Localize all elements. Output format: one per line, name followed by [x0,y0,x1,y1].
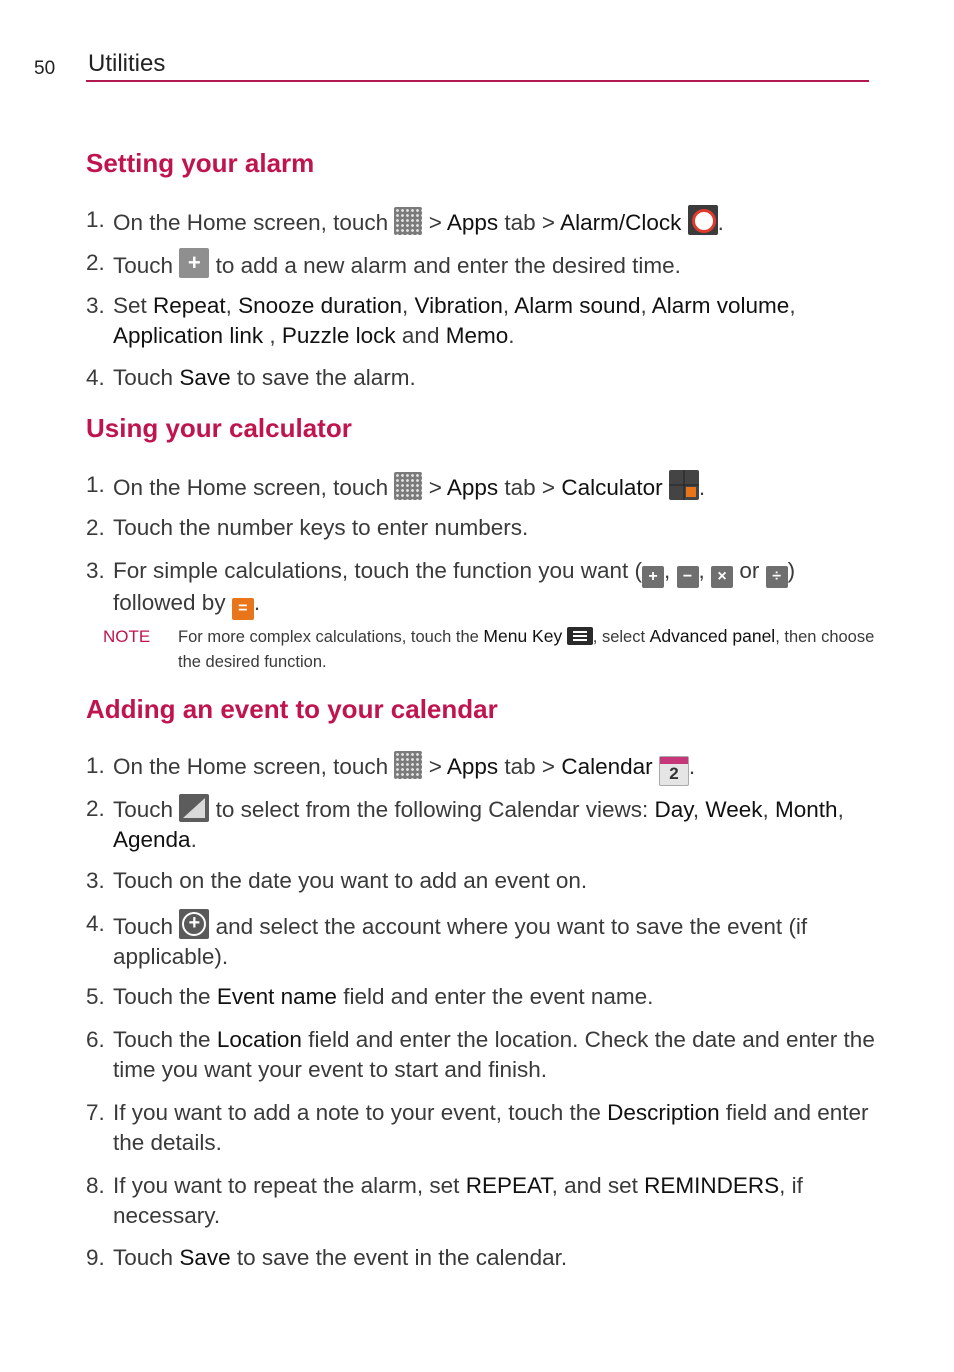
step-text: to save the alarm. [236,365,416,390]
step-text: Touch [113,914,174,939]
equals-icon: = [232,598,254,620]
cal-step-4 [86,909,876,972]
step-text: , if necessary. [113,1173,803,1228]
view-month: Month [775,797,838,822]
option-memo: Memo [445,323,509,348]
step-number: 7. [86,1100,105,1125]
note-text: , then choose the desired function. [178,628,875,671]
step-number: 1. [86,207,105,232]
step-text: and [401,323,440,348]
step-text: tab > [504,475,556,500]
reminders-label: REMINDERS [644,1173,780,1198]
step-number: 8. [86,1173,105,1198]
option-vibration: Vibration [414,293,503,318]
step-text: field and enter the details. [113,1100,869,1155]
apps-label: Apps [446,754,499,779]
apps-label: Apps [446,475,499,500]
step-text: followed by [113,590,226,615]
step-text: For simple calculations, touch the function you want ( [113,558,643,583]
location-label: Location [216,1027,302,1052]
step-text: Set [113,293,147,318]
cal-step-9 [86,1243,876,1273]
step-text: and select the account where you want to save the event (if applicable). [113,914,808,969]
cal-step-6 [86,1025,876,1085]
period: . [253,590,261,615]
cal-step-7 [86,1098,876,1158]
period: . [688,754,696,779]
separator: > [428,475,442,500]
step-number: 1. [86,753,105,778]
calc-step-3: 3. For simple calculations, touch the function you want ( + , − , × or ÷ ) followed by = . [86,556,876,620]
option-alarm-volume: Alarm volume [651,293,790,318]
alarm-step-4 [86,363,876,393]
step-text: Touch [113,797,174,822]
alarm-step-3: 3. Set Repeat, Snooze duration, Vibration, Alarm sound, Alarm volume, Application link , Puzzle lock and Memo. [86,293,796,348]
save-label: Save [179,1245,231,1270]
note-text: For more complex calculations, touch the [178,628,479,646]
alarm-step-1 [86,205,876,238]
step-text: Touch the number keys to enter numbers. [113,515,529,540]
calculator-heading: Using your calculator [86,413,352,443]
step-text: Touch the [113,1027,211,1052]
option-repeat: Repeat [153,293,226,318]
period: . [190,827,197,852]
menu-key-label: Menu Key [483,626,563,646]
cal-step-1 [86,751,876,786]
cal-step-2: 2. Touch to select from the following Calendar views: Day, Week, Month, Agenda. [86,796,844,852]
step-number: 3. [86,558,105,583]
app-label: Calculator [561,475,663,500]
step-text: tab > [504,210,556,235]
step-text: Touch on the date you want to add an event on. [113,868,588,893]
step-text: field and enter the location. Check the date and enter the time you want your event to start and finish. [113,1027,875,1082]
step-number: 4. [86,911,105,936]
step-text: Touch [113,1245,174,1270]
event-name-label: Event name [216,984,337,1009]
menu-key-icon [567,627,593,645]
step-text: to add a new alarm and enter the desired time. [215,253,681,278]
advanced-panel-label: Advanced panel [649,626,776,646]
step-number: 1. [86,472,105,497]
step-text: Touch [113,365,174,390]
minus-icon: − [677,566,699,588]
step-number: 4. [86,365,105,390]
step-number: 2. [86,515,105,540]
add-event-icon [179,909,209,939]
period: . [717,210,724,235]
apps-grid-icon [394,472,422,500]
step-text: On the Home screen, touch [113,754,389,779]
step-text: On the Home screen, touch [113,210,389,235]
alarm-heading: Setting your alarm [86,148,315,178]
alarm-clock-icon [688,205,718,235]
step-text: field and enter the event name. [343,984,654,1009]
cal-step-5 [86,982,876,1012]
close-paren: ) [787,558,796,583]
calendar-icon: 2 [659,756,689,786]
step-text: to save the event in the calendar. [236,1245,568,1270]
section-title: Utilities [88,50,166,77]
description-label: Description [607,1100,720,1125]
step-number: 9. [86,1245,105,1270]
view-week: Week [705,797,763,822]
divide-icon: ÷ [766,566,788,588]
add-alarm-icon [179,248,209,278]
option-snooze: Snooze duration [238,293,402,318]
step-number: 3. [86,868,105,893]
step-number: 3. [86,293,105,318]
calc-step-1 [86,470,876,503]
multiply-icon: × [711,566,733,588]
period: . [698,475,706,500]
cal-step-3 [86,866,876,896]
separator: > [428,210,442,235]
view-agenda: Agenda [113,827,191,852]
view-selector-icon [179,794,209,822]
apps-grid-icon [394,207,422,235]
step-text: Touch [113,253,174,278]
note-label: NOTE [103,627,151,646]
calculator-note [86,624,876,675]
repeat-label: REPEAT [465,1173,552,1198]
step-text: If you want to add a note to your event, touch the [113,1100,601,1125]
step-number: 6. [86,1027,105,1052]
apps-label: Apps [446,210,499,235]
note-text: , select [592,628,646,646]
separator: > [428,754,442,779]
option-alarm-sound: Alarm sound [514,293,641,318]
view-day: Day [654,797,693,822]
step-number: 2. [86,796,105,821]
option-puzzle-lock: Puzzle lock [281,323,396,348]
header-rule [86,80,869,82]
step-text: On the Home screen, touch [113,475,389,500]
app-label: Alarm/Clock [560,210,682,235]
step-text: to select from the following Calendar views: [215,797,649,822]
step-text: or [739,558,760,583]
app-label: Calendar [561,754,653,779]
apps-grid-icon [394,751,422,779]
cal-step-8 [86,1171,876,1231]
calculator-icon [669,470,699,500]
page-number: 50 [34,58,56,79]
period: . [508,323,515,348]
plus-icon: + [642,566,664,588]
step-number: 2. [86,250,105,275]
step-text: tab > [504,754,556,779]
option-application-link: Application link [113,323,264,348]
calc-step-2 [86,513,876,543]
step-text: If you want to repeat the alarm, set [113,1173,460,1198]
save-label: Save [179,365,231,390]
step-text: , and set [551,1173,638,1198]
step-text: Touch the [113,984,211,1009]
calendar-heading: Adding an event to your calendar [86,694,498,724]
alarm-step-2 [86,248,876,281]
step-number: 5. [86,984,105,1009]
